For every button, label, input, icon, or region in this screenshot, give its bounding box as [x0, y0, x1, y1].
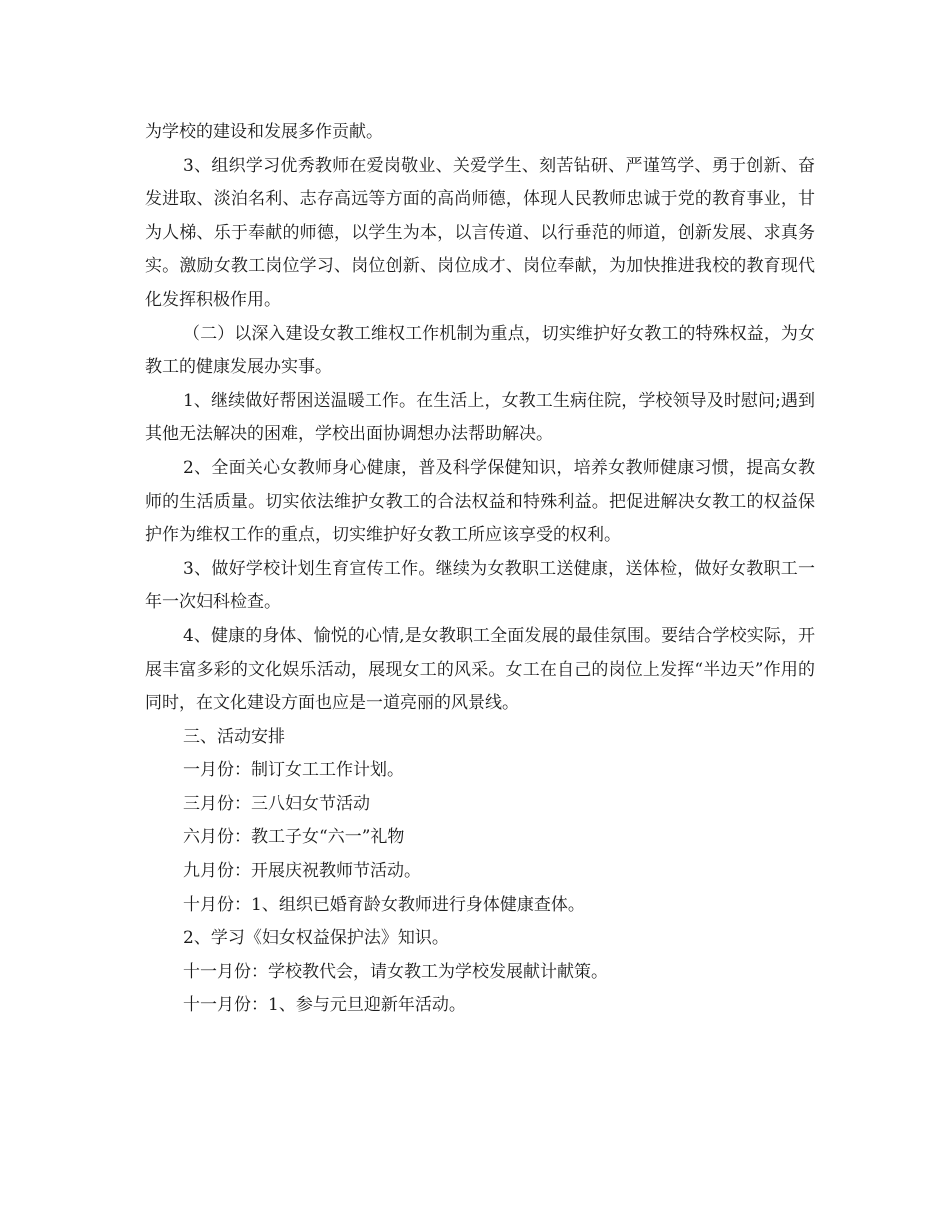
schedule-item-november: 十一月份：学校教代会，请女教工为学校发展献计献策。 — [183, 961, 608, 982]
paragraph-item-4-culture: 4、健康的身体、愉悦的心情,是女教职工全面发展的最佳氛围。要结合学校实际，开展丰富多彩的文化娱乐活动，展现女工的风采。女工在自己的岗位上发挥“半边天”作用的同时，在文化建设方面也应是一道亮丽的风景线。 — [145, 625, 815, 714]
section-three-heading: 三、活动安排 — [183, 726, 285, 747]
schedule-item-october: 十月份：1、组织已婚育龄女教师进行身体健康查体。 — [183, 894, 585, 915]
paragraph-item-3-teacher-ethics: 3、组织学习优秀教师在爱岗敬业、关爱学生、刻苦钻研、严谨笃学、勇于创新、奋发进取、淡泊名利、志存高远等方面的高尚师德，体现人民教师忠诚于党的教育事业，甘为人梯、乐于奉献的师德，以学生为本，以言传道、以行垂范的师道，创新发展、求真务实。激励女教工岗位学习、岗位创新、岗位成才、岗位奉献，为加快推进我校的教育现代化发挥积极作用。 — [145, 155, 815, 310]
schedule-item-october-2: 2、学习《妇女权益保护法》知识。 — [183, 928, 449, 949]
paragraph-continuation: 为学校的建设和发展多作贡献。 — [145, 122, 383, 142]
schedule-item-june: 六月份：教工子女“六一”礼物 — [183, 827, 405, 848]
schedule-item-january: 一月份：制订女工工作计划。 — [183, 760, 404, 781]
paragraph-item-2-health: 2、全面关心女教师身心健康，普及科学保健知识，培养女教师健康习惯，提高女教师的生活质量。切实依法维护女教工的合法权益和特殊利益。把促进解决女教工的权益保护作为维权工作的重点，切实维护好女教工所应该享受的权利。 — [145, 457, 815, 546]
schedule-item-march: 三月份：三八妇女节活动 — [183, 793, 370, 814]
schedule-item-september: 九月份：开展庆祝教师节活动。 — [183, 861, 421, 882]
schedule-item-november-2: 十一月份：1、参与元旦迎新年活动。 — [183, 995, 466, 1016]
paragraph-item-3-family-planning: 3、做好学校计划生育宣传工作。继续为女教职工送健康，送体检，做好女教职工一年一次妇科检查。 — [145, 558, 815, 613]
document-body — [145, 116, 815, 1023]
paragraph-section-two-heading: （二）以深入建设女教工维权工作机制为重点，切实维护好女教工的特殊权益，为女教工的健康发展办实事。 — [145, 323, 815, 378]
paragraph-item-1-support: 1、继续做好帮困送温暖工作。在生活上，女教工生病住院，学校领导及时慰问;遇到其他无法解决的困难，学校出面协调想办法帮助解决。 — [145, 390, 815, 445]
